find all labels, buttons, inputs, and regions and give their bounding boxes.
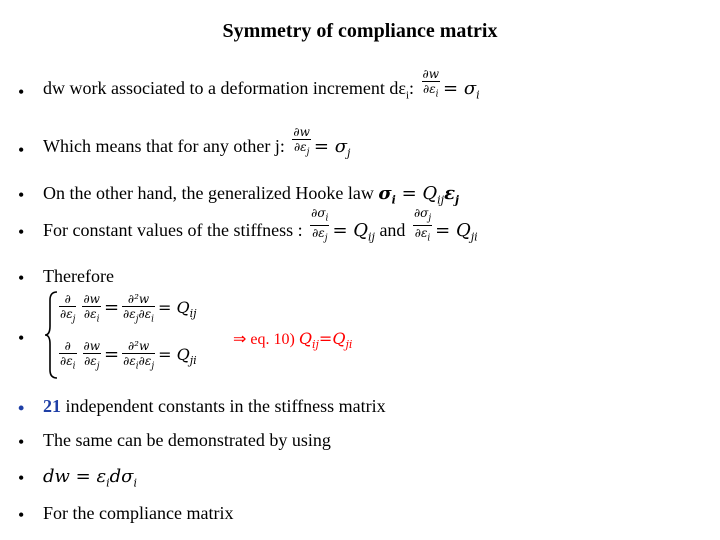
num-text: ∂σ bbox=[413, 206, 429, 220]
fraction-numerator: ∂²w bbox=[122, 292, 155, 307]
bullet-text bbox=[43, 183, 459, 207]
equation-rhs: = σ bbox=[313, 136, 347, 157]
fraction-numerator bbox=[310, 206, 329, 226]
equation-subscript: ij bbox=[368, 230, 375, 244]
formula-rest: dσ bbox=[109, 466, 134, 487]
fraction-numerator: ∂ bbox=[59, 292, 76, 307]
den-text: ∂ε bbox=[84, 354, 97, 368]
bullet-text-main: dw work associated to a deformation increment dε bbox=[43, 78, 406, 98]
bullet-text: The same can be demonstrated by using bbox=[43, 430, 331, 450]
bullet-symbol: • bbox=[18, 222, 25, 242]
equation-subscript: ji bbox=[189, 354, 197, 368]
equation-rhs: = Q bbox=[332, 220, 368, 242]
fraction-numerator: ∂²w bbox=[122, 339, 155, 354]
den-text: ∂ε bbox=[60, 354, 73, 368]
bullet-text bbox=[43, 396, 386, 417]
den-subscript: j bbox=[72, 314, 76, 325]
fraction-numerator: ∂w bbox=[293, 124, 310, 139]
den-subscript: i bbox=[96, 314, 100, 325]
fraction bbox=[310, 206, 329, 246]
den-subscript: i bbox=[135, 361, 139, 372]
bullet-symbol: • bbox=[18, 398, 25, 418]
bullet-text bbox=[43, 124, 351, 160]
formula-subscript: ij bbox=[437, 193, 445, 207]
den-text: ∂ε bbox=[138, 307, 152, 321]
den-subscript: j bbox=[135, 314, 139, 325]
fraction-numerator: ∂ bbox=[59, 339, 77, 354]
equation-subscript: ij bbox=[189, 307, 197, 321]
den-subscript: i bbox=[427, 233, 431, 244]
equation-line-2 bbox=[56, 339, 197, 373]
fraction bbox=[122, 292, 155, 326]
equation-subscript: i bbox=[476, 88, 480, 102]
den-text: ∂ε bbox=[138, 354, 152, 368]
formula-end: ε bbox=[444, 183, 456, 204]
bullet-text-main: For constant values of the stiffness : bbox=[43, 220, 303, 241]
bullet-text-main: Which means that for any other j: bbox=[43, 136, 285, 156]
den-text: ∂ε bbox=[83, 307, 97, 321]
den-subscript: j bbox=[96, 361, 100, 372]
equals-sign: = bbox=[104, 343, 120, 365]
num-subscript: i bbox=[325, 213, 329, 224]
num-subscript: j bbox=[428, 213, 432, 224]
bullet-text: For the compliance matrix bbox=[43, 503, 234, 523]
fraction-denominator bbox=[83, 354, 101, 373]
bullet-item bbox=[0, 503, 720, 527]
conclusion bbox=[233, 329, 352, 351]
bullet-text bbox=[43, 66, 480, 102]
den-text: ∂ε bbox=[423, 81, 436, 96]
fraction-denominator bbox=[59, 307, 76, 326]
hooke-formula: σ bbox=[378, 183, 392, 204]
equation-line-1 bbox=[56, 292, 197, 326]
bullet-text bbox=[43, 206, 478, 246]
bullet-symbol: • bbox=[18, 328, 25, 348]
fraction-numerator bbox=[413, 206, 432, 226]
bullet-text: Therefore bbox=[43, 266, 114, 286]
bullet-symbol: • bbox=[18, 82, 25, 102]
num-text: ∂σ bbox=[311, 206, 326, 220]
formula-subscript: i bbox=[133, 476, 137, 490]
den-text: ∂ε bbox=[123, 307, 136, 321]
fraction-denominator bbox=[310, 226, 329, 245]
fraction-denominator bbox=[59, 354, 77, 373]
bullet-text-main: independent constants in the stiffness matrix bbox=[61, 396, 386, 416]
equation-subscript: j bbox=[347, 146, 351, 160]
fraction bbox=[59, 292, 76, 326]
bullet-item bbox=[0, 124, 720, 170]
equals-sign: = bbox=[103, 296, 120, 318]
den-text: ∂ε bbox=[414, 226, 428, 241]
fraction bbox=[413, 206, 432, 246]
colon: : bbox=[409, 78, 415, 98]
equation-rhs: = Q bbox=[158, 344, 190, 364]
den-text: ∂ε bbox=[123, 354, 136, 368]
and-text: and bbox=[379, 220, 406, 241]
formula-subscript: j bbox=[455, 193, 460, 207]
result-formula: Q bbox=[298, 329, 312, 348]
highlight-number: 21 bbox=[43, 396, 61, 416]
bullet-symbol: • bbox=[18, 268, 25, 288]
bullet-item bbox=[0, 466, 720, 490]
formula-subscript: i bbox=[391, 193, 396, 207]
fraction bbox=[83, 339, 101, 373]
den-text: ∂ε bbox=[293, 139, 307, 154]
fraction bbox=[292, 125, 310, 159]
bullet-text bbox=[43, 466, 137, 490]
den-subscript: j bbox=[151, 361, 155, 372]
slide-title: Symmetry of compliance matrix bbox=[222, 20, 498, 42]
implies-text: ⇒ eq. 10) bbox=[233, 331, 299, 348]
den-subscript: i bbox=[72, 361, 76, 372]
bullet-item bbox=[0, 430, 720, 454]
bullet-symbol: • bbox=[18, 505, 25, 525]
fraction-denominator bbox=[82, 307, 100, 326]
bullet-item bbox=[0, 66, 720, 112]
result-subscript: ji bbox=[345, 338, 353, 352]
fraction bbox=[422, 67, 440, 101]
bullet-item bbox=[0, 206, 720, 252]
den-text: ∂ε bbox=[60, 307, 73, 321]
equation-rhs: = σ bbox=[443, 78, 477, 99]
formula: dw = ε bbox=[43, 466, 107, 487]
den-subscript: i bbox=[151, 314, 155, 325]
formula-rest: = Q bbox=[395, 183, 438, 204]
fraction bbox=[59, 339, 77, 373]
bullet-symbol: • bbox=[18, 140, 25, 160]
fraction bbox=[82, 292, 100, 326]
fraction-numerator: ∂w bbox=[83, 339, 101, 353]
bullet-symbol: • bbox=[18, 468, 25, 488]
result-subscript: ij bbox=[311, 338, 319, 352]
den-subscript: j bbox=[324, 233, 328, 244]
subscript: i bbox=[405, 89, 410, 102]
bullet-item bbox=[0, 183, 720, 209]
fraction-denominator bbox=[122, 354, 155, 373]
fraction-denominator bbox=[122, 307, 155, 326]
equation-subscript: ji bbox=[470, 230, 478, 244]
equation-rhs: = Q bbox=[158, 297, 190, 317]
equation-rhs: = Q bbox=[435, 220, 471, 242]
bullet-symbol: • bbox=[18, 432, 25, 452]
formula-subscript: i bbox=[106, 476, 110, 490]
den-subscript: j bbox=[306, 147, 310, 158]
den-subscript: i bbox=[435, 89, 439, 100]
fraction-denominator bbox=[292, 140, 310, 159]
result-formula: =Q bbox=[318, 329, 346, 348]
bullet-item bbox=[0, 266, 720, 290]
bullet-symbol: • bbox=[18, 185, 25, 205]
fraction-numerator: ∂w bbox=[83, 292, 100, 306]
fraction-numerator: ∂w bbox=[422, 66, 440, 81]
fraction-denominator bbox=[413, 226, 432, 245]
fraction bbox=[122, 339, 155, 373]
fraction-denominator bbox=[422, 82, 440, 101]
den-text: ∂ε bbox=[312, 226, 325, 241]
bullet-item bbox=[0, 396, 720, 420]
bullet-text-main: On the other hand, the generalized Hooke law bbox=[43, 183, 379, 203]
